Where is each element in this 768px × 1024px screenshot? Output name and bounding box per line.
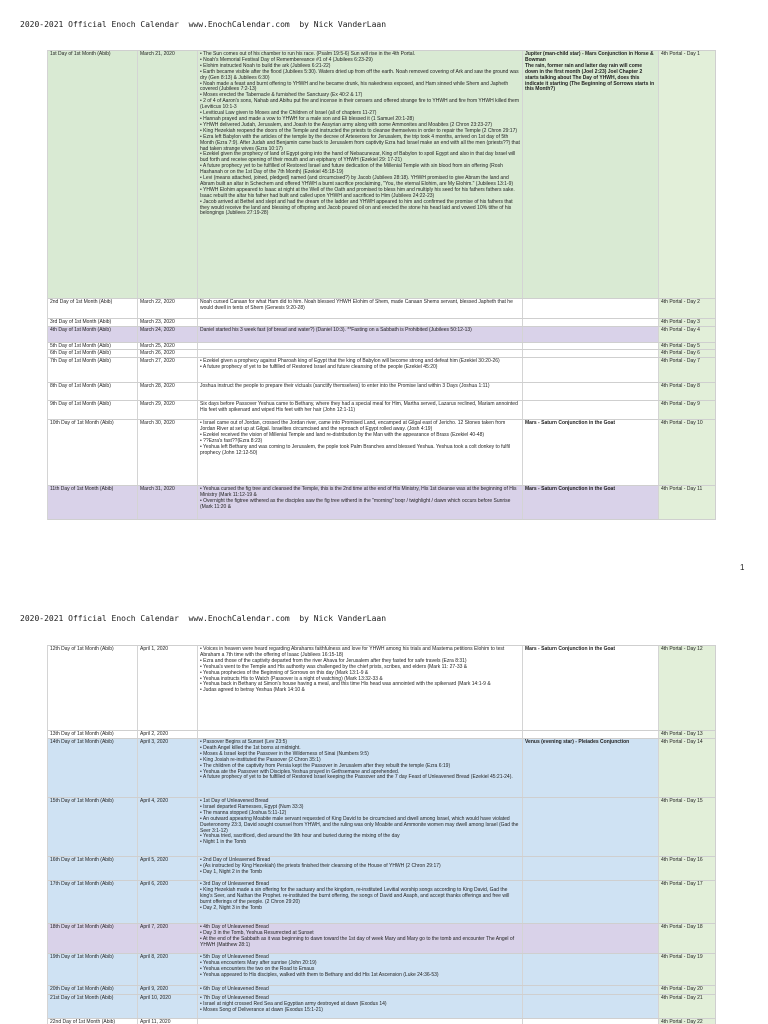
event-item: • Death Angel killed the 1st borns at midnight. (200, 744, 301, 751)
event-item: • Judas agreed to betray Yeshua (Mark 14:10 & (200, 687, 305, 694)
event-item: • Yeshua encounters the two on the Road to Emaus (200, 965, 315, 972)
events-cell (198, 646, 523, 730)
event-item: • 1st Day of Unleavened Bread (200, 798, 269, 804)
event-item: • 3rd Day of Unleavened Bread (200, 881, 270, 887)
astronomical-cell (523, 881, 659, 923)
portal-day: 4th Portal - Day 3 (659, 319, 716, 326)
events-cell (198, 383, 523, 400)
event-item: • ??Ezra's fast??(Ezra 8:23) (200, 437, 263, 444)
event-item: • At the end of the Sabbath as it was beginning to dawn toward the 1st day of week Mary and Mary go to the tomb and encounter The Angel of YHWH (Matthew 28:1) (200, 935, 515, 948)
event-item: • Yeshua cursed the fig tree and cleansed the Temple, this is the 2nd time at the end of His Ministry, His 1st cleanse was at the beginning of His Ministry (Mark 11:12-19 & (200, 486, 517, 498)
day-label: 15th Day of 1st Month (Abib) (48, 798, 138, 856)
events-cell (198, 739, 523, 797)
events-cell (198, 401, 523, 419)
portal-day: 4th Portal - Day 19 (659, 954, 716, 985)
event-item: • YHWH delivered Judah, Jerusalem, and Joash to the Assyrian army along with some Ammonites and Moabites (2 Chron 23:23-27) (200, 121, 493, 128)
portal-day: 4th Portal - Day 6 (659, 350, 716, 357)
event-item: • Yeshua ate the Passover with Disciples.Yeshua prayed in Gethsemane and aprehended. (200, 768, 400, 775)
page-number: 1 (740, 563, 745, 572)
events-cell (198, 350, 523, 357)
day-label: 21st Day of 1st Month (Abib) (48, 995, 138, 1018)
calendar-row (48, 857, 716, 881)
event-item: • A future prophecy of yet to be fulfilled of Restored Israel and future cleansing of the people (Ezekiel 45:20) (200, 363, 438, 370)
astronomical-cell (523, 358, 659, 382)
event-item: • Day 2, Night 3 in the Tomb (200, 904, 262, 911)
portal-day: 4th Portal - Day 15 (659, 798, 716, 856)
astronomical-cell (523, 401, 659, 419)
event-item: • Israel departed Ramesses, Egypt (Num 33:3) (200, 803, 304, 810)
calendar-table (47, 645, 716, 1024)
event-item: • Voices in heaven were heard regarding Abrahams faithfulness and love for YHWH among his trials and Mastema petitions Elohim to test Abraham a 7th time with the offering of Isaac (Jubilees 16:15-18) (200, 646, 505, 658)
astronomical-cell (523, 1019, 659, 1024)
event-item: • King Hezekiah reopend the doors of the Temple and instructed the priests to cleanse themselves in order to repair the Temple (2 Chron 29:17) (200, 127, 518, 134)
gregorian-date: March 24, 2020 (138, 327, 198, 342)
events-cell (198, 986, 523, 994)
astronomical-cell (523, 857, 659, 880)
calendar-row (48, 383, 716, 401)
astronomical-cell (523, 51, 659, 298)
astronomical-note: The rain, former rain and latter day rain will come down in the first month (Joel 2:23) Joel Chapter 2 starts talking about The Day of YHWH, does this indicate it starting (The Beginning of Sorrows starts in this Month?) (525, 62, 655, 93)
events-cell (198, 299, 523, 318)
gregorian-date: March 23, 2020 (138, 319, 198, 326)
event-item: • Moses Song of Deliverance at dawn (Exodus 15:1-21) (200, 1006, 323, 1013)
gregorian-date: March 31, 2020 (138, 486, 198, 519)
event-item: • The Sun comes out of his chamber to run his race. (Psalm 19:5-6) Sun will rise in the 4th Portal. (200, 51, 416, 57)
event-item: Joshua instruct the people to prepare their victuals (sanctify themselves) to enter into the Promise land within 3 Days (Joshua 1:11) (200, 383, 490, 389)
event-item: • King Josiah re-instituted the Passover (2 Chron 35:1) (200, 756, 321, 763)
event-item: • 7th Day of Unleavened Bread (200, 995, 269, 1001)
gregorian-date: April 10, 2020 (138, 995, 198, 1018)
event-item: • Yeshua tried, sacrificed, died around the 9th hour and buried during the mixing of the day (200, 833, 400, 840)
calendar-row (48, 646, 716, 731)
event-item: • 4th Day of Unleavened Bread (200, 924, 269, 930)
portal-day: 4th Portal - Day 11 (659, 486, 716, 519)
gregorian-date: April 7, 2020 (138, 924, 198, 953)
gregorian-date: March 22, 2020 (138, 299, 198, 318)
calendar-row (48, 401, 716, 420)
portal-day: 4th Portal - Day 12 (659, 646, 716, 730)
calendar-row (48, 486, 716, 520)
event-item: Daniel started his 3 week fast (of bread and water?) (Daniel 10:3). **Fasting on a Sabbath is Prohibited (Jubilees 50:12-13) (200, 327, 472, 333)
event-item: • Noah's Memorial Festival Day of Remembereance #1 of 4 (Jubilees 6:23-29) (200, 56, 373, 63)
gregorian-date: March 21, 2020 (138, 51, 198, 298)
day-label: 11th Day of 1st Month (Abib) (48, 486, 138, 519)
events-cell (198, 1019, 523, 1024)
day-label: 19th Day of 1st Month (Abib) (48, 954, 138, 985)
calendar-row (48, 881, 716, 924)
event-item: • 2nd Day of Unleavened Bread (200, 857, 271, 863)
day-label: 3rd Day of 1st Month (Abib) (48, 319, 138, 326)
calendar-table (47, 50, 716, 520)
events-cell (198, 857, 523, 880)
event-item: • Yeshua encounters Mary after sunrise (John 20:19) (200, 959, 317, 966)
gregorian-date: March 27, 2020 (138, 358, 198, 382)
event-item: • 6th Day of Unleavened Bread (200, 986, 269, 992)
portal-day: 4th Portal - Day 20 (659, 986, 716, 994)
event-item: • (As instructed by King Hezekiah) the priests finished their cleansing of the House of YHWH (2 Chron 29:17) (200, 862, 441, 869)
event-item: • Yeshua instructs His to Watch (Passover is a night of watching) (Mark 13:32-33 & (200, 675, 383, 682)
events-cell (198, 343, 523, 349)
astronomical-cell (523, 299, 659, 318)
gregorian-date: April 3, 2020 (138, 739, 198, 797)
gregorian-date: April 1, 2020 (138, 646, 198, 730)
day-label: 4th Day of 1st Month (Abib) (48, 327, 138, 342)
astronomical-cell (523, 420, 659, 485)
gregorian-date: March 26, 2020 (138, 350, 198, 357)
event-item: • Yeshua appeared to His disciples, walked with them to Bethany and did His 1st Ascension (Luke 24:36-53) (200, 971, 439, 978)
day-label: 14th Day of 1st Month (Abib) (48, 739, 138, 797)
event-item: • Ezra left Babylon with the articles of the temple by the decree of Artexerxes for Jerusalem, the trip took 4 months, arrived on 1st day of 5th Month (Ezra 7:9). After Judah and Benjamin came back to Jerusalem from captivity Ezra had Israel make an end with all the men (priests??) that had taken strange wives (Ezra 10:17) (200, 133, 520, 152)
astronomical-cell (523, 486, 659, 519)
portal-day: 4th Portal - Day 10 (659, 420, 716, 485)
event-item: • Jacob arrived at Bethel and slept and had the dream of the ladder and YHWH appeared to him and confirmed the promise of his fathers that they would receive the land and blessing of offspring and Jacob poured oil on and erected the stone his head laid and vowed 10% tithe of his belongings (Jubilees 27:19-28) (200, 198, 513, 217)
event-item: • King Hezekiah made a sin offering for the sactuary and the kingdom, re-instituted Levitial worship songs according to King David, Gad the king's Seer, and Nathan the Prophet. re-instituted the burnt offering, the songs of David and Asaph, and accept thanks offerings and free will burnt offerings of the people. (2 Chron 29:20) (200, 886, 510, 905)
event-item: • 5th Day of Unleavened Bread (200, 954, 269, 960)
events-cell (198, 798, 523, 856)
portal-day: 4th Portal - Day 8 (659, 383, 716, 400)
gregorian-date: April 11, 2020 (138, 1019, 198, 1024)
portal-day: 4th Portal - Day 1 (659, 51, 716, 298)
day-label: 1st Day of 1st Month (Abib) (48, 51, 138, 298)
gregorian-date: April 8, 2020 (138, 954, 198, 985)
day-label: 9th Day of 1st Month (Abib) (48, 401, 138, 419)
event-item: • YHWH Elohim appeared to Isaac at night at the Well of the Oath and promised to bless him and multiply his seed for his fathers fathers sake. Isaac rebuilt the altar his father had built and called upon YHWH and sacrificed to Him (Jubilees 24:22-23) (200, 186, 515, 199)
event-item: • Yeshua left Bethany and was coming to Jerusalem, the pople took Palm Branches annd blessed Yeshua. Yeshua took a colt donkey to fulfil prophecy (John 12:12-50) (200, 443, 511, 456)
calendar-row (48, 319, 716, 327)
event-item: • Ezekiel received the vision of Millenial Temple and land re-distribution by the Man with the appearance of Brass (Ezekiel 40-48) (200, 431, 485, 438)
event-item: • Ezekiel given the prophecy of land of Egypt going into the hand of Nebacunezar, King of Babylon to spoil Egypt and also in that day Israel will bud forth and receive opening of their mouth and an epiphany of YHWH (Ezekiel 29: 17-21) (200, 151, 516, 164)
calendar-row (48, 358, 716, 383)
calendar-row (48, 739, 716, 798)
event-item: • 2 of 4 of Aaron's sons, Nahab and Abihu put fire and incense in their censers and offered strange fire to YHWH and fire from YHWH killed them (Leviticus 10:1-3 (200, 98, 519, 111)
calendar-row (48, 51, 716, 299)
gregorian-date: March 28, 2020 (138, 383, 198, 400)
portal-day: 4th Portal - Day 4 (659, 327, 716, 342)
gregorian-date: April 9, 2020 (138, 986, 198, 994)
portal-day: 4th Portal - Day 13 (659, 731, 716, 738)
event-item: • Israel came out of Jordan, crossed the Jordan river, came into Promised Land, encamped at Gilgal east of Jericho. 12 Stones taken from Jordan River at set up at Gilgal. Israelites circumcised and the reproach of Egypt rolled away. (Josh 4:19) (200, 420, 506, 432)
day-label: 20th Day of 1st Month (Abib) (48, 986, 138, 994)
day-label: 13th Day of 1st Month (Abib) (48, 731, 138, 738)
calendar-row (48, 350, 716, 358)
day-label: 6th Day of 1st Month (Abib) (48, 350, 138, 357)
astronomical-note: Mars - Saturn Conjunction in the Goat (525, 646, 615, 652)
event-item: • Israel at night crossed Red Sea and Egyptian army destroyed at dawn (Exodus 14) (200, 1000, 387, 1007)
portal-day: 4th Portal - Day 9 (659, 401, 716, 419)
astronomical-cell (523, 343, 659, 349)
event-item: • Ezra and those of the captivity departed from the river Ahava for Jerusalem after they fasted for safe travels (Ezra 8:31) (200, 657, 467, 664)
events-cell (198, 995, 523, 1018)
portal-day: 4th Portal - Day 16 (659, 857, 716, 880)
gregorian-date: April 6, 2020 (138, 881, 198, 923)
event-item: • Day 1, Night 2 in the Tomb (200, 868, 262, 875)
calendar-row (48, 1019, 716, 1024)
event-item: • Earth became visible after the flood (Jubilees 5:30). Waters dried up from off the earth. Noah removed covering of Ark and saw the ground was dry (Gen 8:13) & Jubilees 6:30) (200, 68, 519, 81)
calendar-row (48, 327, 716, 343)
portal-day: 4th Portal - Day 2 (659, 299, 716, 318)
portal-day: 4th Portal - Day 7 (659, 358, 716, 382)
page-header: 2020-2021 Official Enoch Calendar www.EnochCalendar.com by Nick VanderLaan (20, 20, 387, 29)
day-label: 22nd Day of 1st Month (Abib) (48, 1019, 138, 1024)
event-item: • The children of the captivity from Persia kept the Passover in Jerusalem after they rebuilt the temple (Ezra 6:19) (200, 762, 451, 769)
gregorian-date: April 4, 2020 (138, 798, 198, 856)
events-cell (198, 954, 523, 985)
events-cell (198, 731, 523, 738)
astronomical-note: Venus (evening star) - Pleiades Conjunction (525, 739, 630, 745)
event-item: • A future prophecy yet to be fulfilled of Restored Israel and future dedication of the Millenial Temple with sin blood from sin offering (Rosh Hashanah or on the 1st Day of the 7th Month) (Ezekiel 45:18-19) (200, 163, 503, 176)
event-item: Noah cursed Canaan for what Ham did to him. Noah blessed YHWH Elohim of Shem, made Canaan Shems servant, blessed Japheth that he would dwell in tents of Shem (Genesis 9:20-28) (200, 299, 513, 311)
event-item: • Elohim instructed Noah to build the ark (Jubilees 6:21-22) (200, 62, 331, 69)
day-label: 7th Day of 1st Month (Abib) (48, 358, 138, 382)
astronomical-note: Jupiter (man-child star) - Mars Conjunction in Horse & Bowman (525, 51, 654, 63)
event-item: • Moses & Israel kept the Passover in the Wilderness of Sinai (Numbers 9:5) (200, 750, 369, 757)
calendar-row (48, 731, 716, 739)
events-cell (198, 924, 523, 953)
astronomical-cell (523, 995, 659, 1018)
calendar-row (48, 995, 716, 1019)
day-label: 17th Day of 1st Month (Abib) (48, 881, 138, 923)
event-item: • Leviticual Law given to Moses and the Children of Israel (all of chapters 11-27) (200, 110, 377, 117)
astronomical-cell (523, 954, 659, 985)
gregorian-date: April 5, 2020 (138, 857, 198, 880)
calendar-row (48, 343, 716, 350)
event-item: • Yeshua back in Bethany at Simon's house having a meal, and this time His head was annointed with the spikenard (Mark 14:1-9 & (200, 681, 491, 688)
astronomical-cell (523, 739, 659, 797)
day-label: 10th Day of 1st Month (Abib) (48, 420, 138, 485)
calendar-row (48, 954, 716, 986)
astronomical-cell (523, 924, 659, 953)
event-item: • Yeshua's went to the Temple and His authority was challenged by the chief prists, scribes, and elders (Mark 11: 27-33 & (200, 663, 468, 670)
astronomical-cell (523, 986, 659, 994)
day-label: 16th Day of 1st Month (Abib) (48, 857, 138, 880)
calendar-row (48, 420, 716, 486)
day-label: 2nd Day of 1st Month (Abib) (48, 299, 138, 318)
portal-day: 4th Portal - Day 14 (659, 739, 716, 797)
portal-day: 4th Portal - Day 21 (659, 995, 716, 1018)
event-item: • Levi (means attached, joined, pledged) named (and circumcised?) by Jacob (Jubilees 28:18). YHWH promised to give Abram the land and Abram built an altar in Schechem and offered YHWH a burnt sacrifice proclaiming, "You, the eternal Elohim, are My Elohim." (Jubilees 13:1-9) (200, 175, 514, 187)
events-cell (198, 486, 523, 519)
day-label: 5th Day of 1st Month (Abib) (48, 343, 138, 349)
events-cell (198, 881, 523, 923)
event-item: • The manna stopped (Joshua 5:11-12) (200, 809, 287, 816)
day-label: 12th Day of 1st Month (Abib) (48, 646, 138, 730)
day-label: 18th Day of 1st Month (Abib) (48, 924, 138, 953)
astronomical-cell (523, 646, 659, 730)
event-item: • Night 1 in the Tomb (200, 839, 247, 846)
event-item: • Noah made a feast and burnt offering to YHWH and he became drunk, his nakedness exposed, and Ham sinned while Shem and Japheth covered (Jubilees 7:2-13) (200, 80, 509, 93)
event-item: Six days before Passover Yeshua came to Bethany, where they had a special meal for Him, Martha served, Lazarus reclined, Mariam annointed His feet with spikenard and wiped His feet with her hair (John 12:1-11) (200, 401, 518, 413)
events-cell (198, 420, 523, 485)
event-item: • Yeshua prophecies of the Beginning of Sorrows on this day (Mark 13:1-9 & (200, 669, 369, 676)
portal-day: 4th Portal - Day 17 (659, 881, 716, 923)
event-item: • Overnight the figtree withered as the disciples saw the fig tree witherd in the "morning" boqr / twighlight / dawn which occurs before Sunrise (Mark 11:20 & (200, 497, 511, 510)
event-item: • Moses erected the Tabernacle & furnished the Sanctuary (Ex 40:2 & 17) (200, 92, 363, 99)
events-cell (198, 327, 523, 342)
events-cell (198, 51, 523, 298)
event-item: • Hannah prayed and made a vow to YHWH for a male son and Eli blessed it (1 Samuel 20:1-28) (200, 115, 414, 122)
astronomical-cell (523, 383, 659, 400)
portal-day: 4th Portal - Day 18 (659, 924, 716, 953)
event-item: • An outward appearing Moabite male servant requested of King David to be circumcised and dwell among Israel, which would have violated Dueteronomy 23:3, David sought counsel from YHWH, and the ruling was only Moabite and Ammonite women may dwell among Israel (Gad the Seer 3:1-12) (200, 815, 519, 834)
gregorian-date: April 2, 2020 (138, 731, 198, 738)
gregorian-date: March 25, 2020 (138, 343, 198, 349)
event-item: • Day 3 in the Tomb, Yeshua Resurrected at Sunset (200, 929, 314, 936)
astronomical-cell (523, 798, 659, 856)
calendar-row (48, 986, 716, 995)
astronomical-cell (523, 327, 659, 342)
portal-day: 4th Portal - Day 22 (659, 1019, 716, 1024)
gregorian-date: March 30, 2020 (138, 420, 198, 485)
calendar-row (48, 924, 716, 954)
astronomical-cell (523, 319, 659, 326)
events-cell (198, 319, 523, 326)
event-item: • Passover Begins at Sunset (Lev 23:5) (200, 739, 288, 745)
gregorian-date: March 29, 2020 (138, 401, 198, 419)
astronomical-note: Mars - Saturn Conjunction in the Goat (525, 420, 615, 426)
astronomical-cell (523, 731, 659, 738)
astronomical-cell (523, 350, 659, 357)
calendar-row (48, 299, 716, 319)
calendar-row (48, 798, 716, 857)
portal-day: 4th Portal - Day 5 (659, 343, 716, 349)
day-label: 8th Day of 1st Month (Abib) (48, 383, 138, 400)
event-item: • A future prophecy of yet to be fulfilled of Restored Israel keeping the Passover and the 7 day Feast of Unleavened Bread (Ezekiel 45:21-24). (200, 774, 513, 781)
page-header: 2020-2021 Official Enoch Calendar www.EnochCalendar.com by Nick VanderLaan (20, 614, 387, 623)
events-cell (198, 358, 523, 382)
astronomical-note: Mars - Saturn Conjunction in the Goat (525, 486, 615, 492)
event-item: • Ezekiel given a prophecy against Pharoah king of Egypt that the king of Babylon will become strong and defeat him (Ezekiel 30:20-26) (200, 358, 500, 364)
